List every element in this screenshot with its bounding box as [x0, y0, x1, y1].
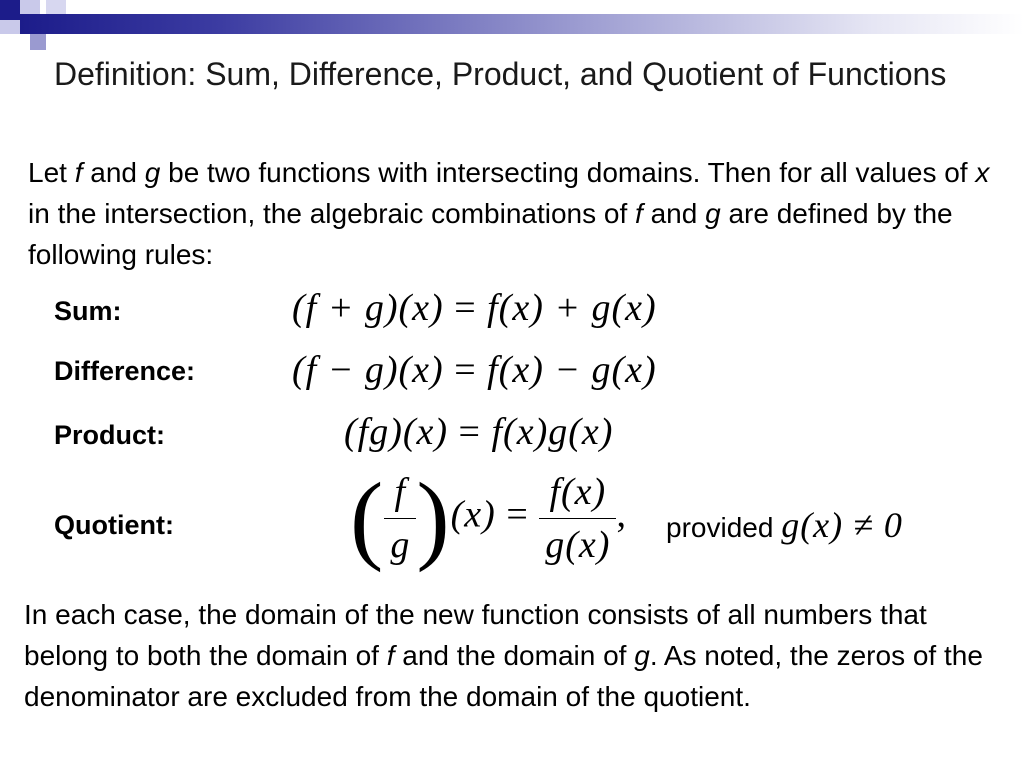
outro-paragraph	[24, 594, 1014, 717]
equals-sign: =	[454, 349, 477, 391]
intro-paragraph	[28, 152, 1008, 275]
decor-square	[20, 0, 40, 14]
decor-square	[0, 0, 20, 20]
product-rhs: f(x)g(x)	[491, 411, 614, 453]
var-g: g	[144, 157, 161, 188]
equals-sign: =	[458, 411, 481, 453]
intro-text: and	[82, 157, 145, 188]
numerator: f	[384, 470, 416, 519]
slide-title: Definition: Sum, Difference, Product, and Quotient of Functions	[54, 56, 947, 92]
comma: ,	[616, 493, 627, 536]
provided-condition: g(x) ≠ 0	[781, 505, 903, 545]
outro-text: In each case, the domain of the new function consists of all numbers that belong to both the domain of	[24, 599, 927, 671]
sum-label: Sum:	[54, 296, 122, 326]
sum-lhs: (f + g)(x)	[292, 287, 444, 329]
outro-text: . As noted, the zeros of the denominator are excluded from the domain of the quotient.	[24, 640, 983, 712]
intro-text: in the intersection, the algebraic combinations of	[28, 198, 636, 229]
provided-clause	[666, 504, 903, 546]
left-paren: (	[350, 462, 385, 573]
numerator: f(x)	[539, 470, 616, 519]
sum-rhs: f(x) + g(x)	[487, 287, 657, 329]
outro-text: and the domain of	[394, 640, 635, 671]
fraction-rhs	[539, 470, 616, 567]
provided-text: provided	[666, 512, 782, 543]
product-label: Product:	[54, 420, 165, 450]
difference-formula	[292, 348, 657, 392]
var-f: f	[635, 198, 643, 229]
var-f: f	[386, 640, 395, 671]
product-formula	[344, 410, 613, 454]
var-g: g	[634, 640, 650, 671]
quotient-arg: (x)	[450, 493, 496, 536]
fraction-f-over-g	[384, 470, 416, 567]
intro-text: and	[642, 198, 706, 229]
var-g: g	[705, 198, 721, 229]
difference-rhs: f(x) − g(x)	[487, 349, 657, 391]
equals-sign: =	[506, 493, 529, 536]
quotient-formula	[350, 462, 627, 573]
decor-square	[30, 34, 46, 50]
difference-lhs: (f − g)(x)	[292, 349, 444, 391]
decor-square	[0, 20, 20, 34]
decor-square	[46, 0, 66, 14]
sum-formula	[292, 286, 657, 330]
var-x: x	[975, 157, 990, 188]
denominator: g(x)	[545, 523, 611, 566]
intro-text: are defined by the following rules:	[28, 198, 953, 270]
denominator: g	[390, 523, 411, 566]
difference-label: Difference:	[54, 356, 196, 386]
equals-sign: =	[454, 287, 477, 329]
intro-text: Let	[28, 157, 75, 188]
quotient-label: Quotient:	[54, 510, 174, 540]
intro-text: be two functions with intersecting domains. Then for all values of	[160, 157, 976, 188]
right-paren: )	[416, 462, 451, 573]
var-f: f	[74, 157, 83, 188]
header-band	[20, 14, 1024, 34]
product-lhs: (fg)(x)	[344, 411, 449, 453]
